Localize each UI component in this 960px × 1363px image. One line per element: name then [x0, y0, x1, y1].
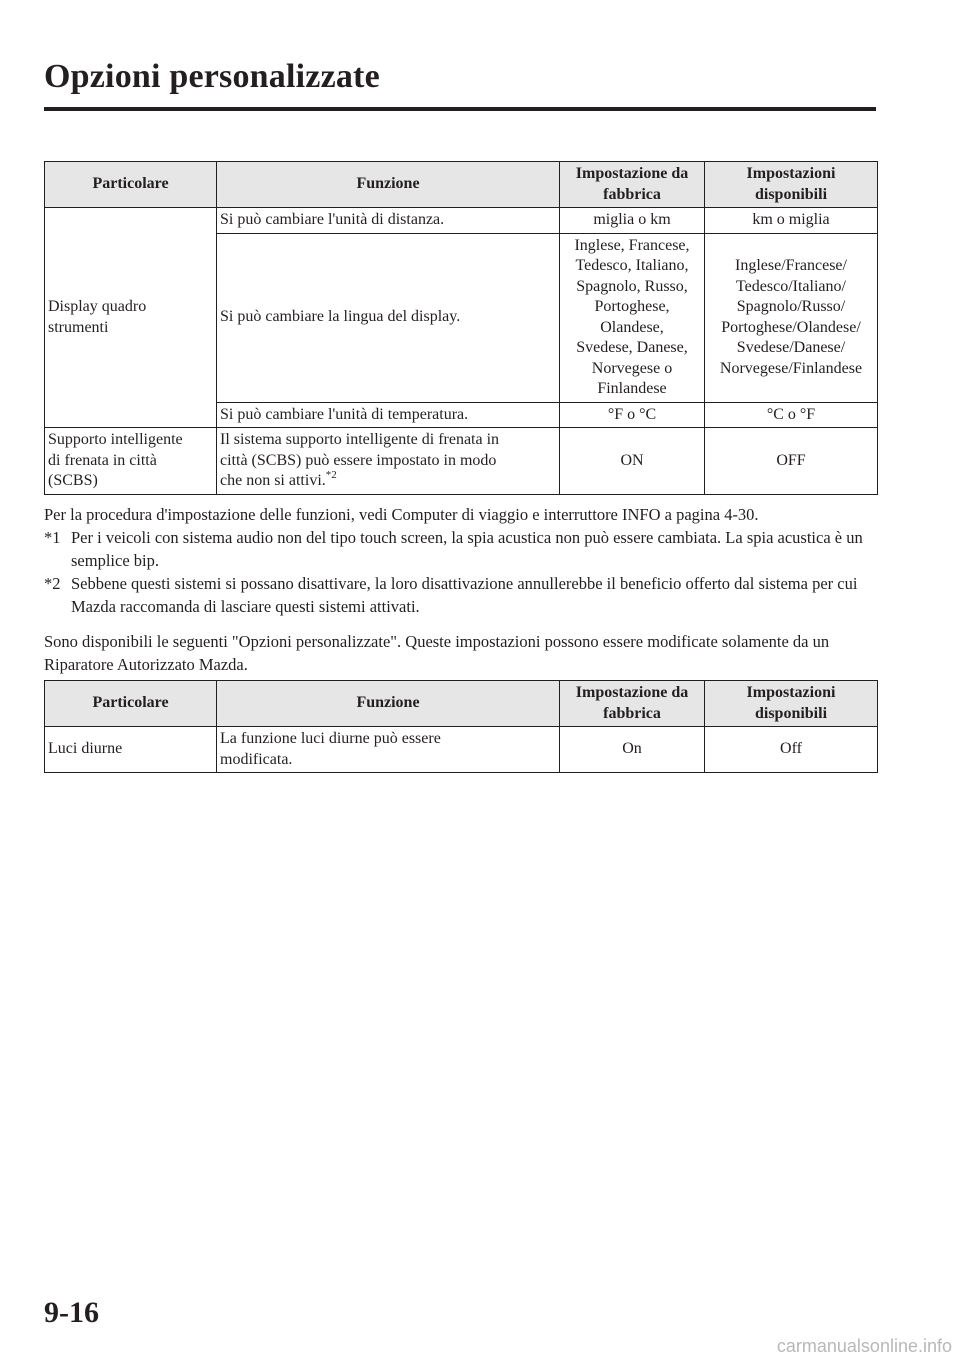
row-disponibili: °C o °F: [705, 402, 878, 428]
header-particolare: Particolare: [45, 162, 217, 208]
row-disponibili: km o miglia: [705, 208, 878, 234]
header-particolare: Particolare: [45, 681, 217, 727]
table-row: [45, 727, 878, 773]
table-row: [45, 208, 878, 234]
row-particolare: Luci diurne: [45, 727, 217, 773]
footnote-ref: *2: [325, 469, 337, 481]
watermark-text: carmanualsonline.info: [776, 1336, 952, 1356]
row-disponibili: Off: [705, 727, 878, 773]
header-funzione: Funzione: [217, 681, 560, 727]
footnote-1: [44, 526, 884, 572]
intro-paragraph: Sono disponibili le seguenti "Opzioni personalizzate". Queste impostazioni possono essere modificate solamente da un Riparatore Autorizzato Mazda.: [44, 632, 830, 674]
header-impostazioni-disponibili: Impostazioni disponibili: [705, 162, 878, 208]
row-funzione: Il sistema supporto intelligente di frenata in città (SCBS) può essere impostato in modo che non si attivi.$^{*2}$: [217, 428, 560, 495]
row-disponibili: OFF: [705, 428, 878, 495]
row-funzione: Si può cambiare la lingua del display.: [217, 233, 560, 402]
table-row: [45, 428, 878, 495]
header-impostazione-fabbrica: Impostazione da fabbrica: [560, 681, 705, 727]
row-disponibili: Inglese/Francese/ Tedesco/Italiano/ Spagnolo/Russo/ Portoghese/Olandese/ Svedese/Danese/ Norvegese/Finlandese: [705, 233, 878, 402]
row-fabbrica: Inglese, Francese, Tedesco, Italiano, Spagnolo, Russo, Portoghese, Olandese, Svedese, Danese, Norvegese o Finlandese: [560, 233, 705, 402]
row-fabbrica: ON: [560, 428, 705, 495]
footnote-mark: *2: [44, 574, 61, 593]
page-number: 9-16: [44, 1296, 99, 1329]
header-impostazione-fabbrica: Impostazione da fabbrica: [560, 162, 705, 208]
footnote-mark: *1: [44, 528, 61, 547]
settings-table-1: [44, 161, 878, 495]
table-header-row: [45, 162, 878, 208]
row-fabbrica: On: [560, 727, 705, 773]
row-particolare-display: Display quadro strumenti: [45, 208, 217, 428]
title-divider: [44, 107, 876, 111]
row-fabbrica: miglia o km: [560, 208, 705, 234]
page-title: Opzioni personalizzate: [44, 58, 380, 95]
footnote-text: Per i veicoli con sistema audio non del tipo touch screen, la spia acustica non può essere cambiata. La spia acustica è un semplice bip.: [71, 528, 863, 570]
row-particolare-scbs: Supporto intelligente di frenata in città (SCBS): [45, 428, 217, 495]
footnote-2: [44, 572, 884, 618]
procedure-note: Per la procedura d'impostazione delle funzioni, vedi Computer di viaggio e interruttore INFO a pagina 4-30.: [44, 505, 759, 524]
header-impostazioni-disponibili: Impostazioni disponibili: [705, 681, 878, 727]
settings-table-2: [44, 680, 878, 773]
row-funzione: Si può cambiare l'unità di distanza.: [217, 208, 560, 234]
header-funzione: Funzione: [217, 162, 560, 208]
table-header-row: [45, 681, 878, 727]
footnote-text: Sebbene questi sistemi si possano disattivare, la loro disattivazione annullerebbe il beneficio offerto dal sistema per cui Mazda raccomanda di lasciare questi sistemi attivati.: [71, 574, 858, 616]
row-funzione: Si può cambiare l'unità di temperatura.: [217, 402, 560, 428]
row-funzione: La funzione luci diurne può essere modificata.: [217, 727, 560, 773]
row-fabbrica: °F o °C: [560, 402, 705, 428]
